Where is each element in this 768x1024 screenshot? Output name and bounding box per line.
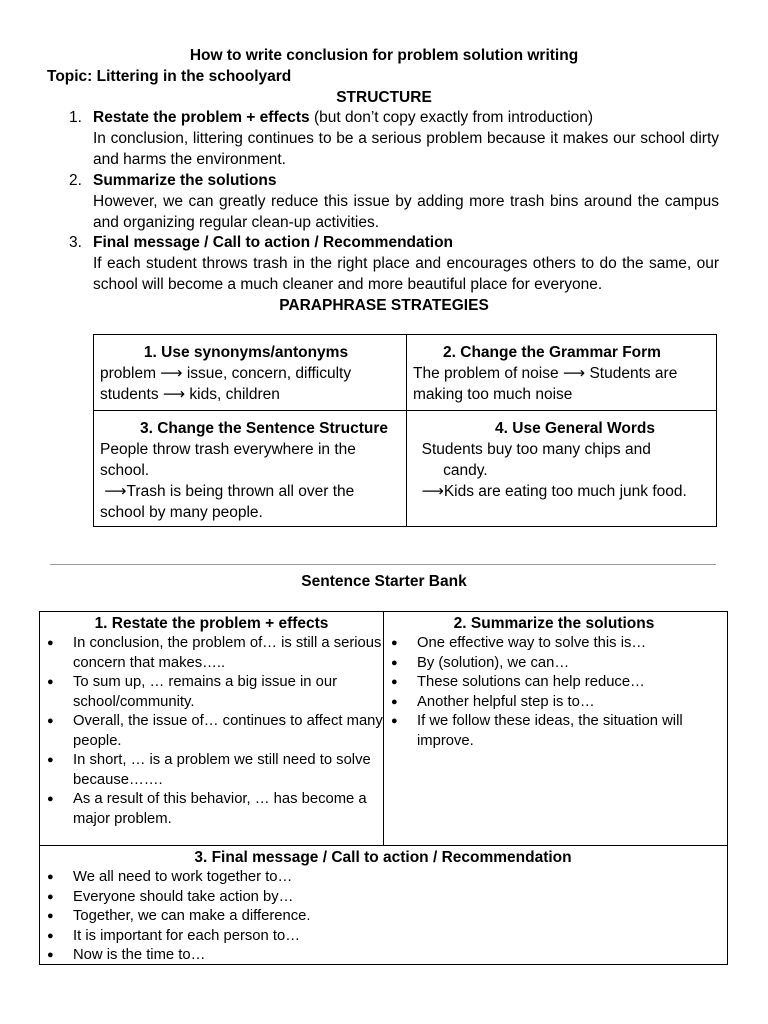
- structure-step-3: [69, 232, 719, 295]
- step-heading: Final message / Call to action / Recommendation: [93, 234, 454, 251]
- paraphrase-cell-synonyms: [94, 342, 406, 405]
- cell-heading: 1. Restate the problem + effects: [94, 615, 329, 632]
- sentence-starter-table: [39, 611, 728, 965]
- cell-line: problem ⟶ issue, concern, difficulty: [100, 365, 352, 382]
- list-item: ● We all need to work together to…: [40, 868, 726, 888]
- paraphrase-cell-general-words: [407, 418, 717, 502]
- paraphrase-table: [93, 334, 717, 527]
- step-number: 2.: [69, 172, 82, 189]
- list-item: ● Together, we can make a difference.: [40, 907, 726, 927]
- starter-cell-solutions: [384, 614, 724, 751]
- list-item: ● In conclusion, the problem of… is still a serious concern that makes…..: [40, 634, 383, 673]
- structure-step-1: [69, 107, 719, 170]
- list-item: ● Everyone should take action by…: [40, 888, 726, 908]
- paraphrase-cell-grammar: [407, 342, 717, 405]
- page-title: How to write conclusion for problem solution writing: [189, 47, 579, 64]
- step-heading: Summarize the solutions: [93, 172, 277, 189]
- list-item: ● By (solution), we can…: [384, 654, 724, 674]
- structure-heading: STRUCTURE: [336, 89, 432, 106]
- step-heading: Restate the problem + effects: [93, 109, 310, 126]
- cell-heading: 2. Summarize the solutions: [453, 615, 655, 632]
- cell-line: school by many people.: [100, 504, 263, 521]
- starter-list: [384, 634, 724, 751]
- step-number: 1.: [69, 109, 82, 126]
- table-divider-horizontal: [40, 845, 727, 846]
- cell-heading: 3. Change the Sentence Structure: [139, 420, 389, 437]
- starter-list: [40, 868, 726, 966]
- cell-heading: 3. Final message / Call to action / Recommendation: [194, 849, 572, 866]
- sentence-starter-heading: Sentence Starter Bank: [301, 573, 467, 590]
- starter-cell-final-message: [40, 848, 726, 966]
- step-number: 3.: [69, 234, 82, 251]
- cell-heading: 4. Use General Words: [495, 420, 655, 437]
- cell-line: ⟶Kids are eating too much junk food.: [413, 483, 687, 500]
- list-item: ● It is important for each person to…: [40, 927, 726, 947]
- list-item: ● As a result of this behavior, … has become a major problem.: [40, 790, 383, 829]
- cell-line: The problem of noise ⟶ Students are: [413, 365, 678, 382]
- list-item: ● One effective way to solve this is…: [384, 634, 724, 654]
- paraphrase-cell-structure: [94, 418, 406, 523]
- table-divider-horizontal: [94, 410, 716, 411]
- cell-heading: 1. Use synonyms/antonyms: [143, 344, 349, 361]
- cell-line: school.: [100, 462, 150, 479]
- cell-heading: 2. Change the Grammar Form: [443, 344, 661, 361]
- cell-line: candy.: [413, 462, 488, 479]
- step-example-text: However, we can greatly reduce this issue by adding more trash bins around the campus and organizing regular clean-up activities.: [93, 193, 719, 231]
- list-item: ● Another helpful step is to…: [384, 693, 724, 713]
- cell-line: People throw trash everywhere in the: [100, 441, 356, 458]
- structure-step-2: [69, 170, 719, 233]
- topic-line: Topic: Littering in the schoolyard: [47, 68, 292, 85]
- starter-cell-restate: [40, 614, 383, 829]
- cell-line: Students buy too many chips and: [413, 441, 651, 458]
- list-item: ● To sum up, … remains a big issue in our school/community.: [40, 673, 383, 712]
- step-example-text: If each student throws trash in the right place and encourages others to do the same, our school will become a much cleaner and more beautiful place for everyone.: [93, 255, 719, 293]
- starter-list: [40, 634, 383, 829]
- section-divider: [50, 564, 716, 565]
- list-item: ● In short, … is a problem we still need to solve because…….: [40, 751, 383, 790]
- cell-line: ⟶Trash is being thrown all over the: [100, 483, 355, 500]
- list-item: ● These solutions can help reduce…: [384, 673, 724, 693]
- paraphrase-heading: PARAPHRASE STRATEGIES: [279, 297, 489, 314]
- step-note: (but don’t copy exactly from introduction): [309, 109, 594, 126]
- list-item: ● Overall, the issue of… continues to affect many people.: [40, 712, 383, 751]
- cell-line: making too much noise: [413, 386, 573, 403]
- list-item: ● If we follow these ideas, the situation will improve.: [384, 712, 724, 751]
- step-example-text: In conclusion, littering continues to be a serious problem because it makes our school dirty and harms the environment.: [93, 130, 719, 168]
- cell-line: students ⟶ kids, children: [100, 386, 280, 403]
- list-item: ● Now is the time to…: [40, 946, 726, 966]
